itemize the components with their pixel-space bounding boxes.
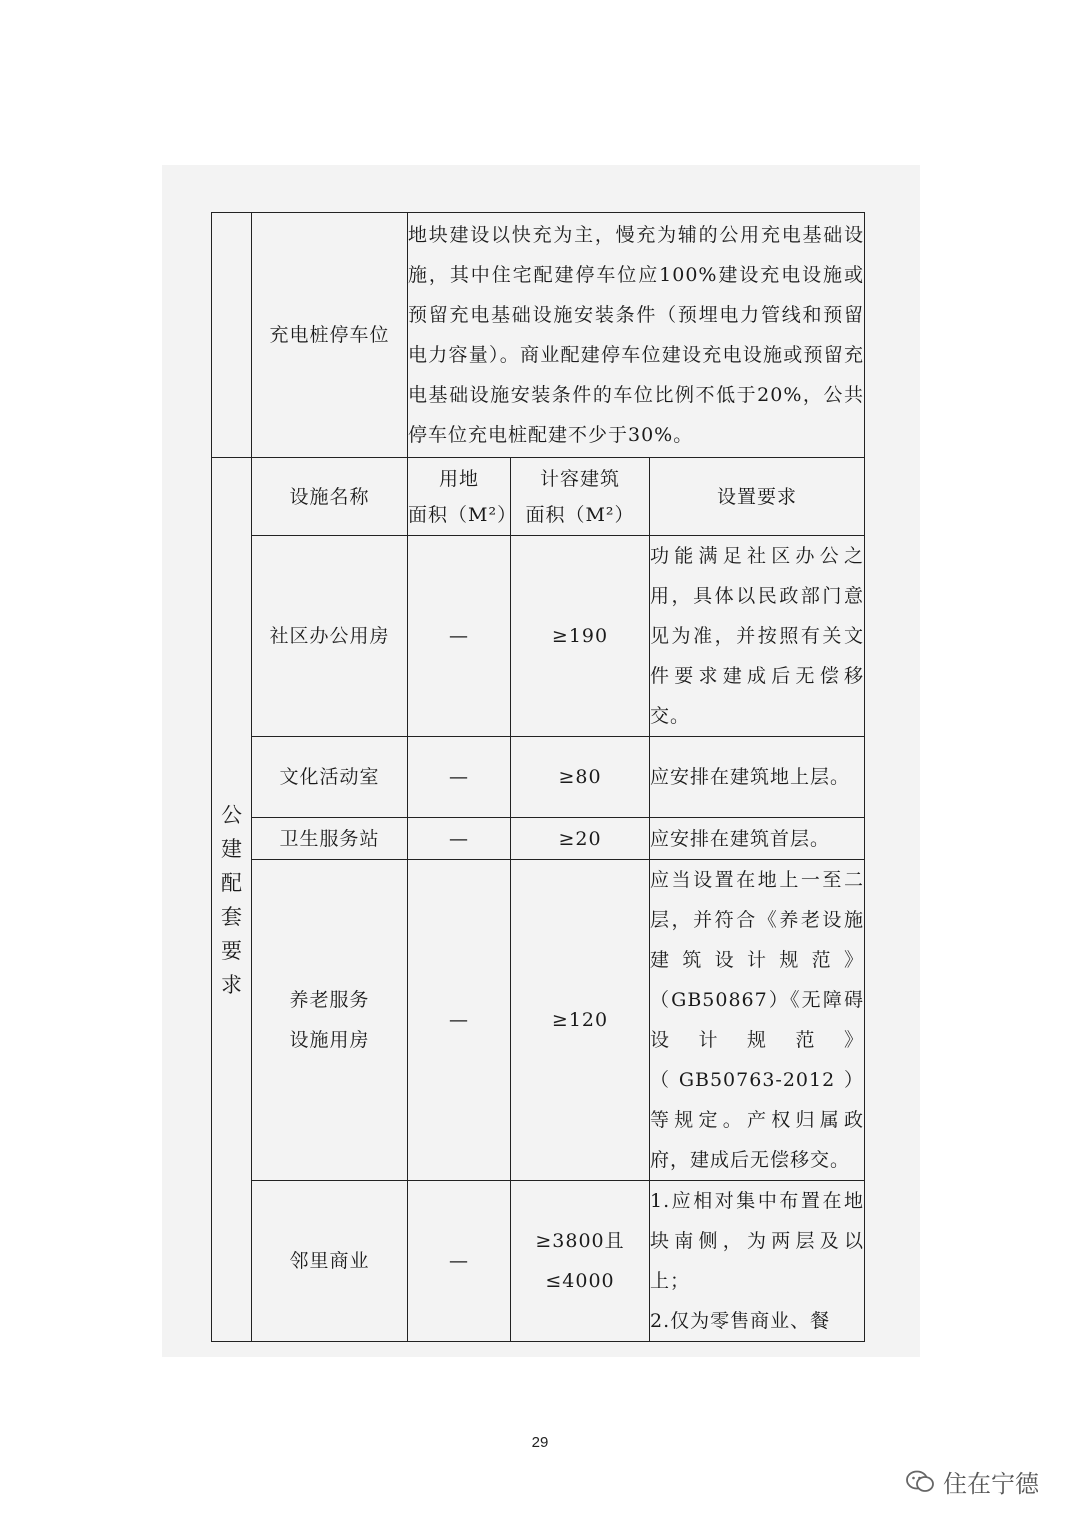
floor-area: ≥3800且 ≤4000	[511, 1181, 650, 1342]
floor-area: ≥20	[511, 818, 650, 860]
land-area: —	[408, 536, 511, 737]
requirements: 应安排在建筑地上层。	[650, 737, 865, 818]
land-area: —	[408, 737, 511, 818]
table-row	[212, 737, 865, 818]
table-row	[212, 818, 865, 860]
floor-area: ≥190	[511, 536, 650, 737]
requirements: 应当设置在地上一至二层，并符合《养老设施建筑设计规范》（GB50867）《无障碍设计规范》（GB50763-2012）等规定。产权归属政府，建成后无偿移交。	[650, 860, 865, 1181]
requirements: 功能满足社区办公之用，具体以民政部门意见为准，并按照有关文件要求建成后无偿移交。	[650, 536, 865, 737]
section-label-char: 求	[221, 972, 242, 997]
charging-row	[212, 213, 865, 458]
table-row	[212, 1181, 865, 1342]
requirements: 1.应相对集中布置在地块南侧，为两层及以上； 2.仅为零售商业、餐	[650, 1181, 865, 1342]
header-floor-area: 计容建筑 面积（M²）	[511, 458, 650, 536]
header-land-area: 用地 面积（M²）	[408, 458, 511, 536]
wechat-icon	[905, 1469, 935, 1495]
header-row	[212, 458, 865, 536]
watermark-text: 住在宁德	[943, 1470, 1039, 1498]
land-area: —	[408, 860, 511, 1181]
section-label-char: 配	[221, 870, 242, 895]
section-label-char: 要	[221, 938, 242, 963]
watermark	[905, 1464, 1039, 1499]
planning-table	[211, 212, 865, 1342]
facility-name: 社区办公用房	[252, 536, 408, 737]
section-label-char: 公	[221, 802, 242, 827]
section-label-char: 建	[221, 836, 242, 861]
section-label-char: 套	[221, 904, 242, 929]
land-area: —	[408, 818, 511, 860]
land-area: —	[408, 1181, 511, 1342]
header-name: 设施名称	[252, 458, 408, 536]
header-requirements: 设置要求	[650, 458, 865, 536]
charging-label: 充电桩停车位	[252, 213, 408, 458]
floor-area: ≥80	[511, 737, 650, 818]
requirements: 应安排在建筑首层。	[650, 818, 865, 860]
empty-side-cell	[212, 213, 252, 458]
facility-name: 文化活动室	[252, 737, 408, 818]
table-row	[212, 860, 865, 1181]
table-row	[212, 536, 865, 737]
section-label	[212, 458, 252, 1342]
facility-name: 养老服务 设施用房	[252, 860, 408, 1181]
charging-text: 地块建设以快充为主，慢充为辅的公用充电基础设施，其中住宅配建停车位应100%建设充电设施或预留充电基础设施安装条件（预埋电力管线和预留电力容量）。商业配建停车位建设充电设施或预留充电基础设施安装条件的车位比例不低于20%，公共停车位充电桩配建不少于30%。	[408, 213, 865, 458]
facility-name: 卫生服务站	[252, 818, 408, 860]
page-number: 29	[531, 1434, 549, 1451]
floor-area: ≥120	[511, 860, 650, 1181]
facility-name: 邻里商业	[252, 1181, 408, 1342]
